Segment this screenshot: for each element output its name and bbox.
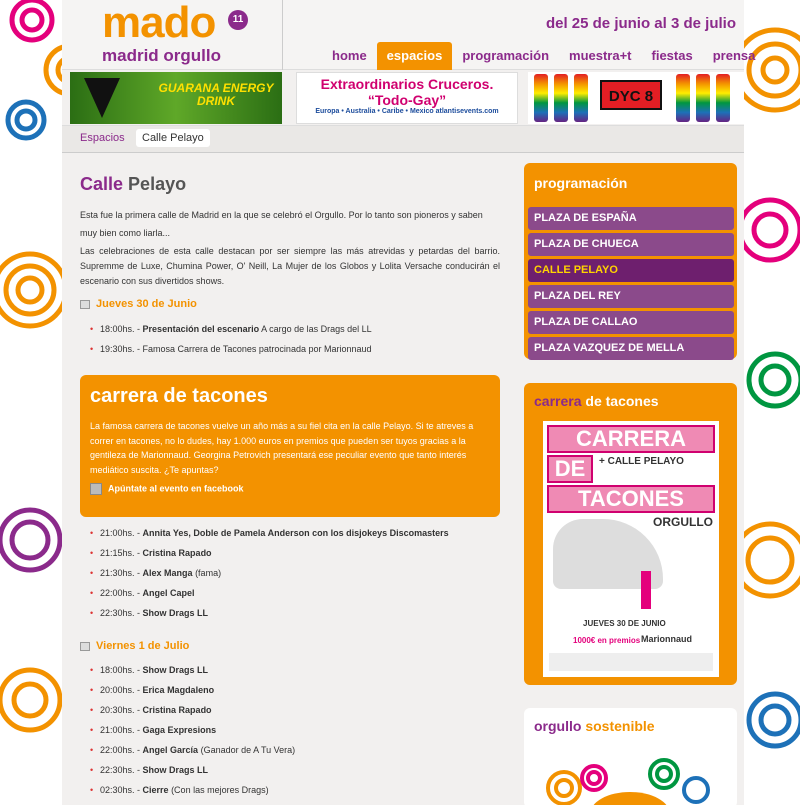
cruceros-line3: Europa • Australia • Caribe • Mexico atlantisevents.com: [315, 108, 499, 115]
poster-line2: DE: [547, 455, 593, 483]
poster-line3: TACONES: [547, 485, 715, 513]
list-item: [90, 765, 295, 785]
banner-row: [70, 72, 744, 124]
nav-programacion[interactable]: programación: [462, 48, 550, 63]
event-time: 21:15hs. -: [100, 548, 141, 558]
site-logo[interactable]: [102, 0, 282, 66]
main-nav: [322, 42, 765, 70]
schedule-list: [90, 324, 372, 364]
day-label: Jueves 30 de Junio: [96, 298, 197, 310]
bottle-icon: [676, 74, 690, 122]
header-divider: [282, 0, 283, 70]
page-container: [62, 0, 756, 805]
event-note: (Con las mejores Drags): [168, 785, 269, 795]
logo-text: mado: [102, 0, 216, 47]
intro-paragraph: Esta fue la primera calle de Madrid en la que se celebró el Orgullo. Por lo tanto son pioneros y saben muy bien como liarla...: [80, 210, 483, 238]
sponsor-logos: [549, 653, 713, 671]
sidebar-item-calle-pelayo[interactable]: CALLE PELAYO: [528, 259, 734, 282]
event-time: 18:00hs. -: [100, 324, 141, 334]
event-name: Gaga Expresions: [142, 725, 217, 735]
facebook-icon: [90, 483, 102, 495]
sostenible-box: [524, 708, 737, 805]
event-note: (fama): [192, 568, 222, 578]
event-name: Alex Manga: [142, 568, 193, 578]
programacion-title: programación: [534, 175, 628, 191]
day-label: Viernes 1 de Julio: [96, 640, 190, 652]
poster-sponsor: Marionnaud: [641, 634, 692, 644]
event-name: Show Drags LL: [142, 608, 209, 618]
calendar-icon: [80, 642, 90, 651]
bottle-icon: [534, 74, 548, 122]
carrera-text: La famosa carrera de tacones vuelve un año más a su fiel cita en la calle Pelayo. Si te atreves a correr en tacones, no lo dudes, hay 1.000 euros en premios que pueden ser tuyos gracias a la gentileza de Marionnaud. Georgina Petrovich presentará ese peculiar evento que tanto interés mediático suscita. ¿Te apuntas?: [90, 421, 474, 475]
event-name: Presentación del escenario: [142, 324, 260, 334]
event-name: Cristina Rapado: [142, 705, 212, 715]
list-item: [90, 725, 295, 745]
event-time: 22:30hs. -: [100, 765, 141, 775]
day-heading: [80, 640, 189, 652]
carrera-word: carrera: [534, 393, 582, 409]
dyc-logo: DYC 8: [600, 80, 662, 110]
event-time: 21:00hs. -: [100, 528, 141, 538]
event-time: 21:30hs. -: [100, 568, 141, 578]
schedule-list: [90, 665, 295, 805]
site-header: [62, 0, 756, 70]
nav-fiestas[interactable]: fiestas: [651, 48, 693, 63]
event-time: 20:00hs. -: [100, 685, 141, 695]
carrera-box: [80, 375, 500, 517]
list-item: [90, 665, 295, 685]
programacion-panel: [524, 199, 737, 359]
sidebar-item-plaza-callao[interactable]: PLAZA DE CALLAO: [528, 311, 734, 334]
logo-badge: 11: [228, 10, 248, 30]
list-item: [90, 324, 372, 344]
list-item: [90, 568, 449, 588]
nav-prensa[interactable]: prensa: [712, 48, 756, 63]
cruceros-line1: Extraordinarios Cruceros.: [320, 76, 494, 92]
sidebar-item-plaza-chueca[interactable]: PLAZA DE CHUECA: [528, 233, 734, 256]
nav-home[interactable]: home: [332, 48, 367, 63]
heel-image: [641, 571, 651, 609]
bottle-icon: [716, 74, 730, 122]
nav-muestra[interactable]: muestra+t: [569, 48, 632, 63]
event-name: Angel Capel: [142, 588, 195, 598]
event-name: Cristina Rapado: [142, 548, 212, 558]
banner-guarana[interactable]: [70, 72, 282, 124]
sostenible-swirls: [544, 748, 714, 805]
event-time: 19:30hs. -: [100, 344, 141, 354]
carrera-sidebar-box: [524, 383, 737, 685]
event-time: 20:30hs. -: [100, 705, 141, 715]
event-name: Annita Yes, Doble de Pamela Anderson con los disjokeys Discomasters: [142, 528, 449, 538]
title-second: Pelayo: [128, 174, 187, 194]
event-time: 21:00hs. -: [100, 725, 141, 735]
event-name: Show Drags LL: [142, 665, 209, 675]
sostenible-image[interactable]: [544, 748, 714, 805]
event-dates: del 25 de junio al 3 de julio: [545, 15, 736, 32]
facebook-link-label: Apúntate al evento en facebook: [108, 483, 244, 494]
sostenible-title: [534, 718, 655, 734]
list-item: [90, 608, 449, 628]
v-logo-icon: [84, 78, 120, 118]
carrera-title: carrera de tacones: [90, 385, 268, 407]
sidebar-item-plaza-espana[interactable]: PLAZA DE ESPAÑA: [528, 207, 734, 230]
page-title: [80, 174, 186, 195]
orgullo-word: orgullo: [534, 718, 582, 734]
calendar-icon: [80, 300, 90, 309]
bottle-icon: [554, 74, 568, 122]
poster-orgullo: ORGULLO: [653, 515, 713, 529]
banner-dyc[interactable]: [528, 72, 744, 124]
breadcrumb: [62, 125, 744, 153]
breadcrumb-current: Calle Pelayo: [136, 129, 210, 147]
list-item: [90, 785, 295, 805]
bottle-icon: [696, 74, 710, 122]
breadcrumb-parent[interactable]: Espacios: [80, 132, 125, 144]
event-time: 22:30hs. -: [100, 608, 141, 618]
event-time: 22:00hs. -: [100, 588, 141, 598]
event-name: Erica Magdaleno: [142, 685, 215, 695]
nav-espacios[interactable]: espacios: [377, 42, 453, 70]
event-note: Famosa Carrera de Tacones patrocinada por Marionnaud: [140, 344, 372, 354]
list-item: [90, 548, 449, 568]
event-name: Angel García: [142, 745, 199, 755]
sostenible-word: sostenible: [585, 718, 655, 734]
carrera-poster[interactable]: [543, 421, 719, 677]
banner-cruceros[interactable]: [296, 72, 518, 124]
sidebar-item-plaza-vazquez[interactable]: PLAZA VAZQUEZ DE MELLA: [528, 337, 734, 360]
poster-line1: CARRERA: [547, 425, 715, 453]
event-note: A cargo de las Drags del LL: [259, 324, 372, 334]
poster-date: JUEVES 30 DE JUNIO: [583, 619, 666, 628]
event-time: 02:30hs. -: [100, 785, 141, 795]
list-item: [90, 528, 449, 548]
facebook-link[interactable]: [90, 483, 244, 495]
list-item: [90, 344, 372, 364]
event-name: Cierre: [142, 785, 169, 795]
guarana-text: GUARANA ENERGY DRINK: [158, 81, 274, 108]
list-item: [90, 685, 295, 705]
poster-prize: 1000€ en premios: [573, 636, 641, 645]
list-item: [90, 588, 449, 608]
list-item: [90, 705, 295, 725]
schedule-list: [90, 528, 449, 628]
intro-paragraph-2: Las celebraciones de esta calle destacan por ser siempre las más atrevidas y petardas del barrio. Supremme de Luxe, Chumina Power, O' Neill, La Mujer de los Globos y Lolita Versache conducirán el escenario con sus divertidos shows.: [80, 246, 500, 286]
programacion-header: [524, 163, 737, 203]
event-note: (Ganador de A Tu Vera): [198, 745, 296, 755]
cruceros-line2: “Todo-Gay”: [367, 92, 447, 108]
sidebar-item-plaza-rey[interactable]: PLAZA DEL REY: [528, 285, 734, 308]
carrera-sidebar-title: [534, 393, 659, 409]
event-time: 22:00hs. -: [100, 745, 141, 755]
event-name: Show Drags LL: [142, 765, 209, 775]
logo-subtitle: madrid orgullo: [102, 46, 221, 65]
title-first: Calle: [80, 174, 124, 194]
day-heading: [80, 298, 197, 310]
bottle-icon: [574, 74, 588, 122]
event-time: 18:00hs. -: [100, 665, 141, 675]
poster-subtitle: + CALLE PELAYO: [599, 456, 684, 467]
list-item: [90, 745, 295, 765]
tacones-word: de tacones: [585, 393, 659, 409]
